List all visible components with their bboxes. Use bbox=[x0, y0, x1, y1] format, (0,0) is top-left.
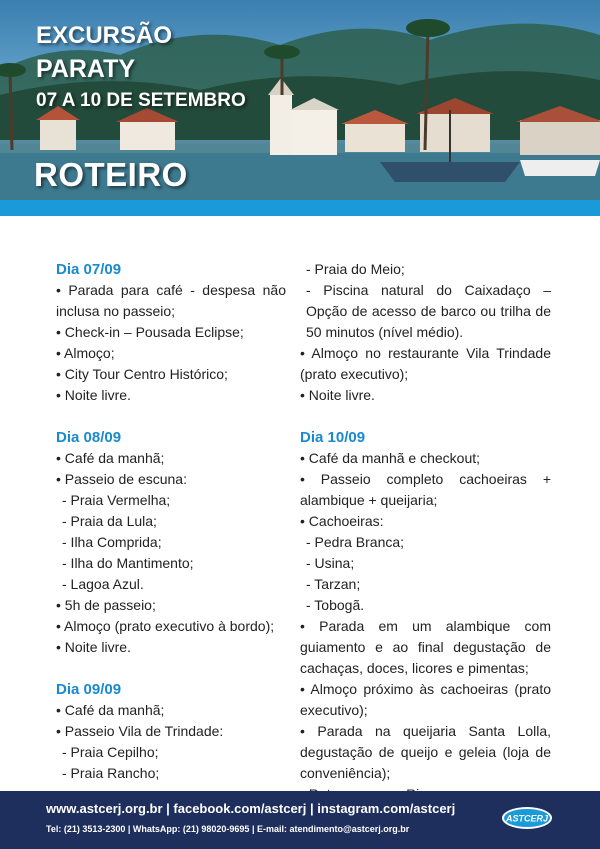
list-item: • Passeio de escuna: bbox=[56, 471, 187, 487]
footer-contact: Tel: (21) 3513-2300 | WhatsApp: (21) 98020-9695 | E-mail: atendimento@astcerj.org.br bbox=[46, 824, 410, 834]
list-item: • Parada em um alambique com guiamento e ao final degustação de cachaças, doces, licores e pimentas; bbox=[300, 618, 551, 676]
list-item: - Praia Cepilho; bbox=[62, 744, 159, 760]
footer-links[interactable]: www.astcerj.org.br | facebook.com/astcerj | instagram.com/astcerj bbox=[46, 801, 456, 816]
day-heading: Dia 09/09 bbox=[56, 681, 122, 698]
list-item: • Check-in – Pousada Eclipse; bbox=[56, 324, 244, 340]
list-item: - Praia do Meio; bbox=[306, 261, 405, 277]
hero-photo bbox=[0, 0, 600, 200]
list-item: - Praia Rancho; bbox=[62, 765, 160, 781]
day-heading: Dia 07/09 bbox=[56, 261, 122, 278]
list-item: • Passeio Vila de Trindade: bbox=[56, 723, 224, 739]
list-item: • Almoço (prato executivo à bordo); bbox=[56, 618, 275, 634]
day-heading: Dia 10/09 bbox=[300, 429, 366, 446]
list-item: • Cachoeiras: bbox=[300, 513, 384, 529]
list-item: • City Tour Centro Histórico; bbox=[56, 366, 228, 382]
list-item: - Ilha do Mantimento; bbox=[62, 555, 194, 571]
excursion-label: EXCURSÃO bbox=[36, 22, 173, 49]
spacer bbox=[56, 406, 286, 427]
list-item: - Piscina natural do Caixadaço – Opção de acesso de barco ou trilha de 50 minutos (nível médio). bbox=[306, 282, 551, 340]
list-item: • Passeio completo cachoeiras + alambique + queijaria; bbox=[300, 471, 551, 508]
astcerj-logo-icon bbox=[500, 805, 554, 831]
page-title: ROTEIRO bbox=[34, 156, 188, 193]
list-item: • Noite livre. bbox=[300, 387, 375, 403]
list-item: - Praia da Lula; bbox=[62, 513, 157, 529]
spacer bbox=[300, 406, 551, 427]
logo-text: ASTCERJ bbox=[505, 813, 549, 824]
list-item: • Café da manhã; bbox=[56, 450, 165, 466]
list-item: • Almoço próximo às cachoeiras (prato executivo); bbox=[300, 681, 551, 718]
list-item: - Tobogã. bbox=[306, 597, 365, 613]
list-item: - Tarzan; bbox=[306, 576, 361, 592]
list-item: • Café da manhã e checkout; bbox=[300, 450, 481, 466]
list-item: - Ilha Comprida; bbox=[62, 534, 162, 550]
list-item: • Parada para café - despesa não inclusa no passeio; bbox=[56, 282, 286, 319]
spacer bbox=[56, 658, 286, 679]
date-range: 07 A 10 DE SETEMBRO bbox=[36, 90, 246, 111]
list-item: • Parada na queijaria Santa Lolla, degustação de queijo e geleia (loja de conveniência); bbox=[300, 723, 551, 781]
destination-title: PARATY bbox=[36, 55, 136, 83]
list-item: • Café da manhã; bbox=[56, 702, 165, 718]
header-accent-band bbox=[0, 200, 600, 216]
list-item: • Noite livre. bbox=[56, 387, 131, 403]
list-item: - Praia Vermelha; bbox=[62, 492, 171, 508]
list-item: • Almoço; bbox=[56, 345, 115, 361]
list-item: - Usina; bbox=[306, 555, 355, 571]
list-item: • Noite livre. bbox=[56, 639, 131, 655]
itinerary-left-column bbox=[56, 259, 286, 784]
list-item: • 5h de passeio; bbox=[56, 597, 156, 613]
list-item: • Almoço no restaurante Vila Trindade (prato executivo); bbox=[300, 345, 551, 382]
itinerary-right-column bbox=[300, 259, 551, 805]
footer bbox=[0, 791, 600, 849]
list-item: - Lagoa Azul. bbox=[62, 576, 144, 592]
day-heading: Dia 08/09 bbox=[56, 429, 122, 446]
list-item: - Pedra Branca; bbox=[306, 534, 405, 550]
